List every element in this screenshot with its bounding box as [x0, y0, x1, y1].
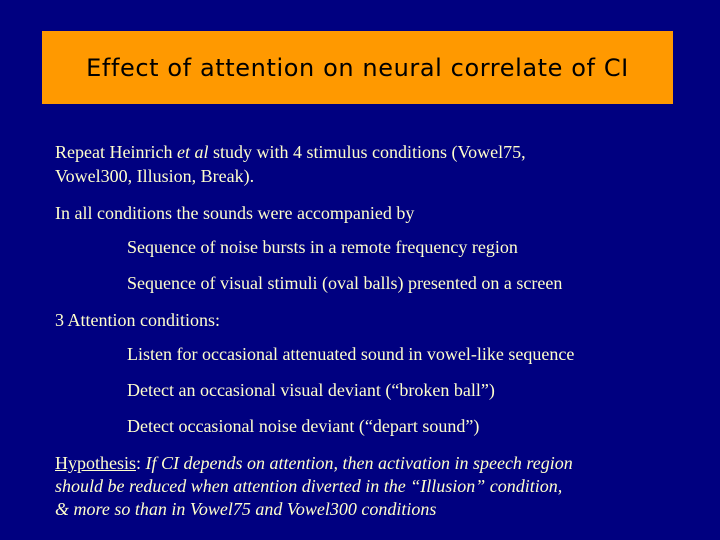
hypothesis-line-3: & more so than in Vowel75 and Vowel300 conditions	[55, 499, 437, 519]
accompaniment-item-visual: Sequence of visual stimuli (oval balls) presented on a screen	[127, 273, 563, 293]
intro-text-prefix: Repeat Heinrich	[55, 142, 177, 162]
hypothesis-colon: :	[136, 453, 146, 473]
intro-line-2: Vowel300, Illusion, Break).	[55, 166, 255, 186]
accompaniment-item-noise: Sequence of noise bursts in a remote frequency region	[127, 237, 518, 257]
attention-heading: 3 Attention conditions:	[55, 310, 220, 330]
attention-item-listen: Listen for occasional attenuated sound in vowel-like sequence	[127, 344, 575, 364]
conditions-heading: In all conditions the sounds were accompanied by	[55, 203, 415, 223]
slide-title: Effect of attention on neural correlate of CI	[86, 53, 629, 82]
attention-item-visual: Detect an occasional visual deviant (“broken ball”)	[127, 380, 495, 400]
hypothesis-line-1	[55, 452, 573, 475]
intro-text-suffix: study with 4 stimulus conditions (Vowel75,	[208, 142, 526, 162]
title-banner	[42, 31, 673, 104]
hypothesis-line-2: should be reduced when attention diverted in the “Illusion” condition,	[55, 476, 563, 496]
intro-line-1	[55, 141, 526, 164]
hypothesis-label: Hypothesis	[55, 453, 136, 473]
attention-item-noise: Detect occasional noise deviant (“depart sound”)	[127, 416, 480, 436]
intro-text-italic: et al	[176, 142, 209, 162]
hypothesis-text-1: If CI depends on attention, then activation in speech region	[145, 453, 573, 473]
